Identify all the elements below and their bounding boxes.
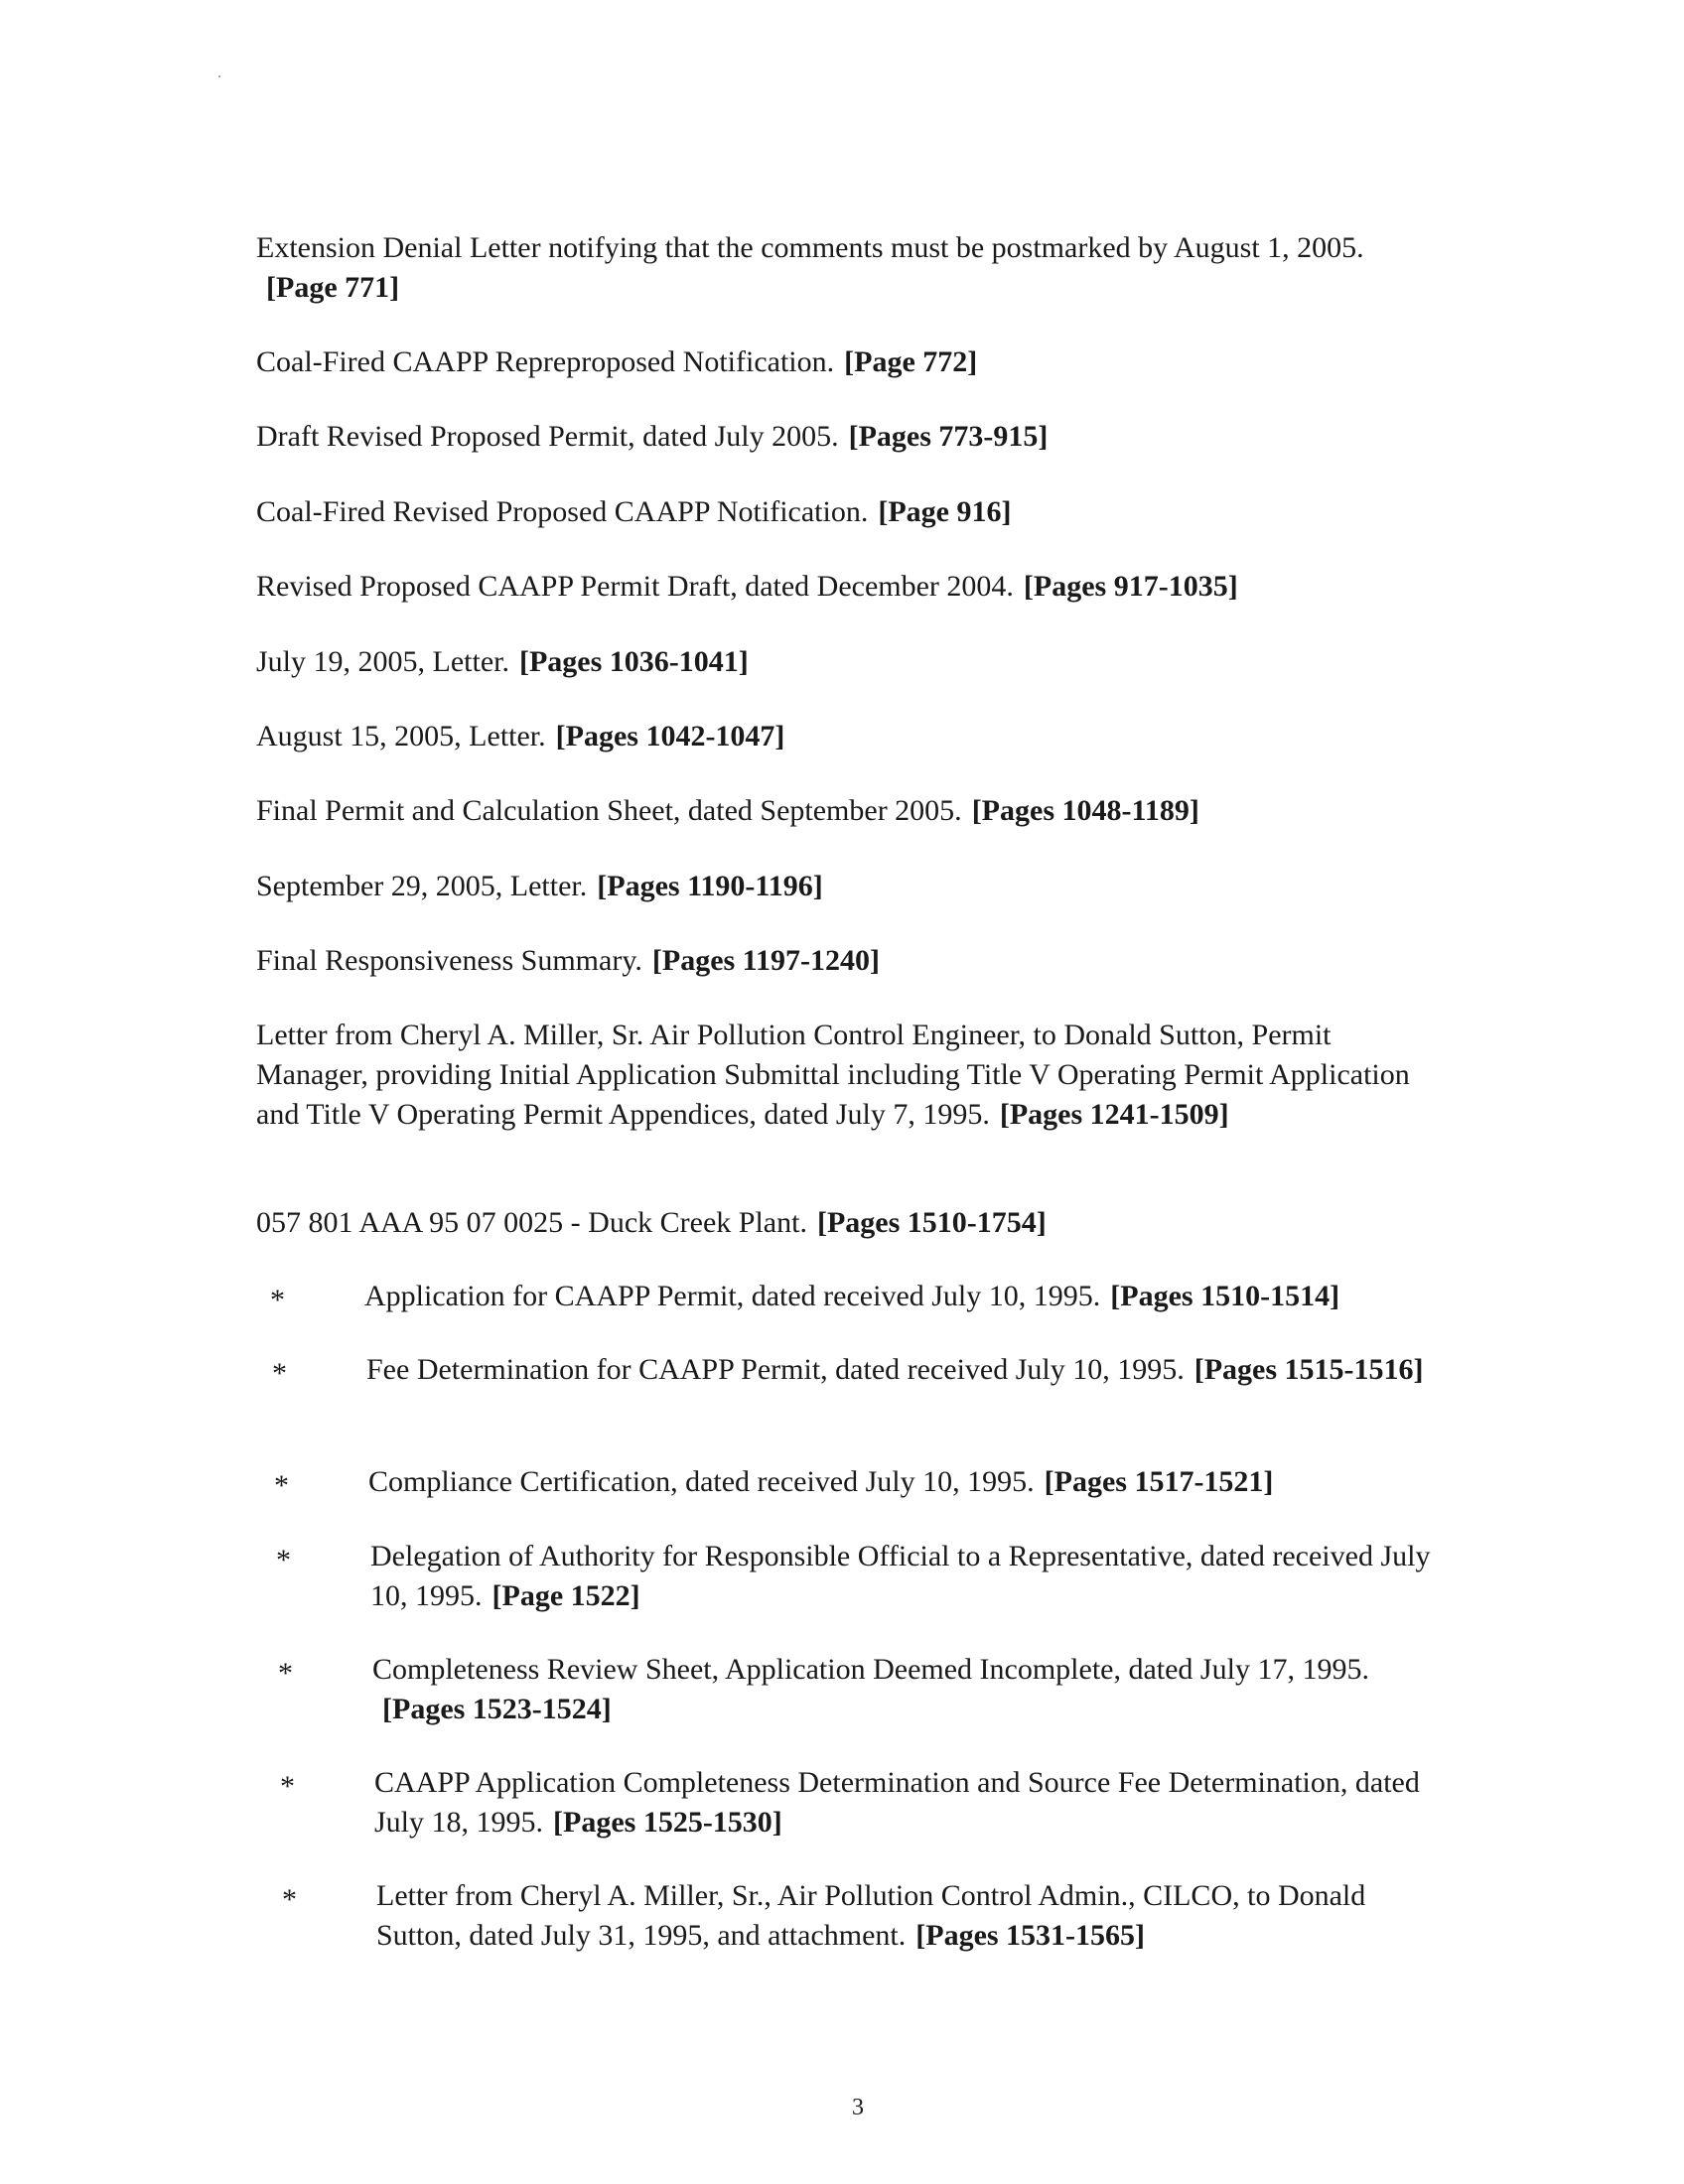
page-reference: [Pages 1241-1509] <box>999 1098 1229 1131</box>
entry-text: Extension Denial Letter notifying that the comments must be postmarked by August 1, 2005. <box>256 231 1364 264</box>
list-item <box>370 1537 1443 1616</box>
page-reference: [Pages 1510-1754] <box>816 1206 1047 1239</box>
page-reference: [Pages 773-915] <box>848 420 1049 453</box>
list-item <box>256 342 1428 382</box>
page-reference: [Pages 1515-1516] <box>1193 1353 1424 1386</box>
list-item <box>256 228 1428 308</box>
list-item <box>256 717 1428 756</box>
entry-text: Final Permit and Calculation Sheet, dated September 2005. <box>256 794 962 827</box>
list-item <box>368 1462 1441 1502</box>
entry-text: Fee Determination for CAAPP Permit, dated received July 10, 1995. <box>366 1353 1185 1386</box>
entry-text: Application for CAAPP Permit, dated received July 10, 1995. <box>364 1280 1101 1312</box>
page-reference: [Page 772] <box>844 345 978 378</box>
page-reference: [Pages 1042-1047] <box>555 720 785 752</box>
bullet-marker: * <box>274 1469 289 1502</box>
bullet-marker: * <box>280 1770 295 1803</box>
page-reference: [Pages 1523-1524] <box>382 1693 612 1725</box>
bullet-marker: * <box>272 1357 287 1390</box>
page-number: 3 <box>852 2095 864 2120</box>
list-item <box>256 642 1428 682</box>
page-reference: [Pages 1048-1189] <box>971 794 1199 827</box>
page-reference: [Pages 1190-1196] <box>597 870 823 902</box>
list-item <box>376 1876 1449 1956</box>
scan-speck <box>218 75 220 77</box>
page-reference: [Pages 1197-1240] <box>651 944 881 977</box>
entry-text: September 29, 2005, Letter. <box>256 870 588 902</box>
entry-text: August 15, 2005, Letter. <box>256 720 546 752</box>
bullet-marker: * <box>278 1657 293 1690</box>
list-item <box>256 417 1428 457</box>
entry-text: CAAPP Application Completeness Determination and Source Fee Determination, dated July 18, 1995. <box>374 1766 1420 1839</box>
page-reference: [Pages 1525-1530] <box>553 1806 782 1839</box>
entry-text: Letter from Cheryl A. Miller, Sr., Air Pollution Control Admin., CILCO, to Donald Sutton, dated July 31, 1995, and attachment. <box>376 1879 1366 1952</box>
list-item <box>372 1650 1445 1729</box>
bullet-marker: * <box>276 1544 291 1576</box>
list-item <box>256 1016 1428 1135</box>
entry-text: Completeness Review Sheet, Application Deemed Incomplete, dated July 17, 1995. <box>372 1653 1369 1686</box>
page-reference: [Pages 1517-1521] <box>1044 1465 1274 1498</box>
entry-text: Letter from Cheryl A. Miller, Sr. Air Pollution Control Engineer, to Donald Sutton, Permit Manager, providing Initial Application Submittal including Title V Operating Permit Application and Title V Operating Permit Appendices, dated July 7, 1995. <box>256 1019 1410 1131</box>
page-reference: [Pages 1510-1514] <box>1110 1280 1340 1312</box>
entry-text: Revised Proposed CAAPP Permit Draft, dated December 2004. <box>256 570 1014 603</box>
entry-text: July 19, 2005, Letter. <box>256 645 509 678</box>
page-reference: [Page 1522] <box>491 1579 640 1612</box>
page-reference: [Pages 1036-1041] <box>518 645 749 678</box>
bullet-marker: * <box>282 1883 297 1916</box>
list-item <box>374 1763 1457 1843</box>
entry-text: Draft Revised Proposed Permit, dated July 2005. <box>256 420 839 453</box>
list-item <box>256 867 1428 906</box>
list-item <box>256 791 1428 831</box>
entry-text: Final Responsiveness Summary. <box>256 944 642 977</box>
entry-text: Delegation of Authority for Responsible Official to a Representative, dated received July 10, 1995. <box>370 1540 1431 1612</box>
list-item <box>256 567 1428 607</box>
entry-text: 057 801 AAA 95 07 0025 - Duck Creek Plant. <box>256 1206 807 1239</box>
list-item <box>256 492 1428 532</box>
list-item <box>366 1350 1439 1390</box>
entry-text: Coal-Fired Revised Proposed CAAPP Notification. <box>256 495 869 528</box>
entry-text: Coal-Fired CAAPP Repreproposed Notification. <box>256 345 835 378</box>
entry-text: Compliance Certification, dated received July 10, 1995. <box>368 1465 1035 1498</box>
page-reference: [Pages 917-1035] <box>1023 570 1238 603</box>
list-item <box>256 1203 1428 1243</box>
bullet-marker: * <box>270 1284 285 1316</box>
page-reference: [Page 916] <box>878 495 1012 528</box>
list-item <box>256 941 1428 981</box>
list-item <box>364 1277 1437 1316</box>
page-reference: [Pages 1531-1565] <box>915 1919 1146 1952</box>
page-reference: [Page 771] <box>266 271 400 304</box>
